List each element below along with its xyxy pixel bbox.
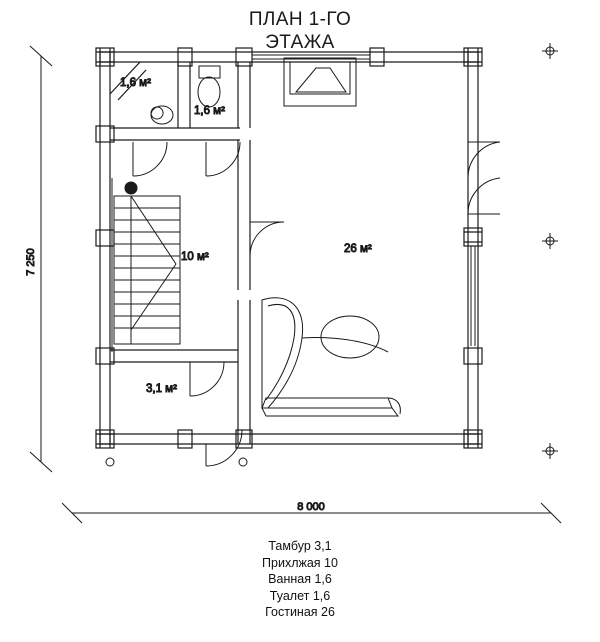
door-bathroom xyxy=(133,142,167,176)
window-right xyxy=(468,246,478,346)
dimension-vertical-label: 7 250 xyxy=(25,248,37,276)
bathroom-sink xyxy=(151,106,173,124)
legend-item: Ванная 1,6 xyxy=(268,572,332,586)
legend-item: Прихлжая 10 xyxy=(262,555,338,570)
dimension-horizontal-label: 8 000 xyxy=(297,501,325,513)
room-legend xyxy=(0,538,600,621)
room-label-hallway: 10 м² xyxy=(181,251,209,263)
room-label-bathroom: 1,6 м² xyxy=(120,77,151,89)
room-label-toilet: 1,6 м² xyxy=(194,105,225,117)
legend-item: Гостиная 26 xyxy=(265,605,335,619)
room-label-living: 26 м² xyxy=(344,243,372,255)
staircase xyxy=(112,178,180,352)
door-hall-living xyxy=(250,222,284,256)
door-toilet xyxy=(206,142,240,176)
round-table xyxy=(321,316,379,358)
room-label-vestibule: 3,1 м² xyxy=(146,383,177,395)
title-line-1: ПЛАН 1-ГО xyxy=(248,9,352,30)
fireplace xyxy=(284,58,356,106)
legend-item: Туалет 1,6 xyxy=(269,588,331,603)
sofa xyxy=(262,298,400,416)
legend-item: Тамбур 3,1 xyxy=(268,539,332,553)
door-terrace-right xyxy=(468,142,500,214)
toilet-fixture xyxy=(198,66,220,107)
door-vestibule-hall xyxy=(190,362,224,396)
axis-dots xyxy=(546,47,554,455)
title-line-2: ЭТАЖА xyxy=(265,32,335,53)
